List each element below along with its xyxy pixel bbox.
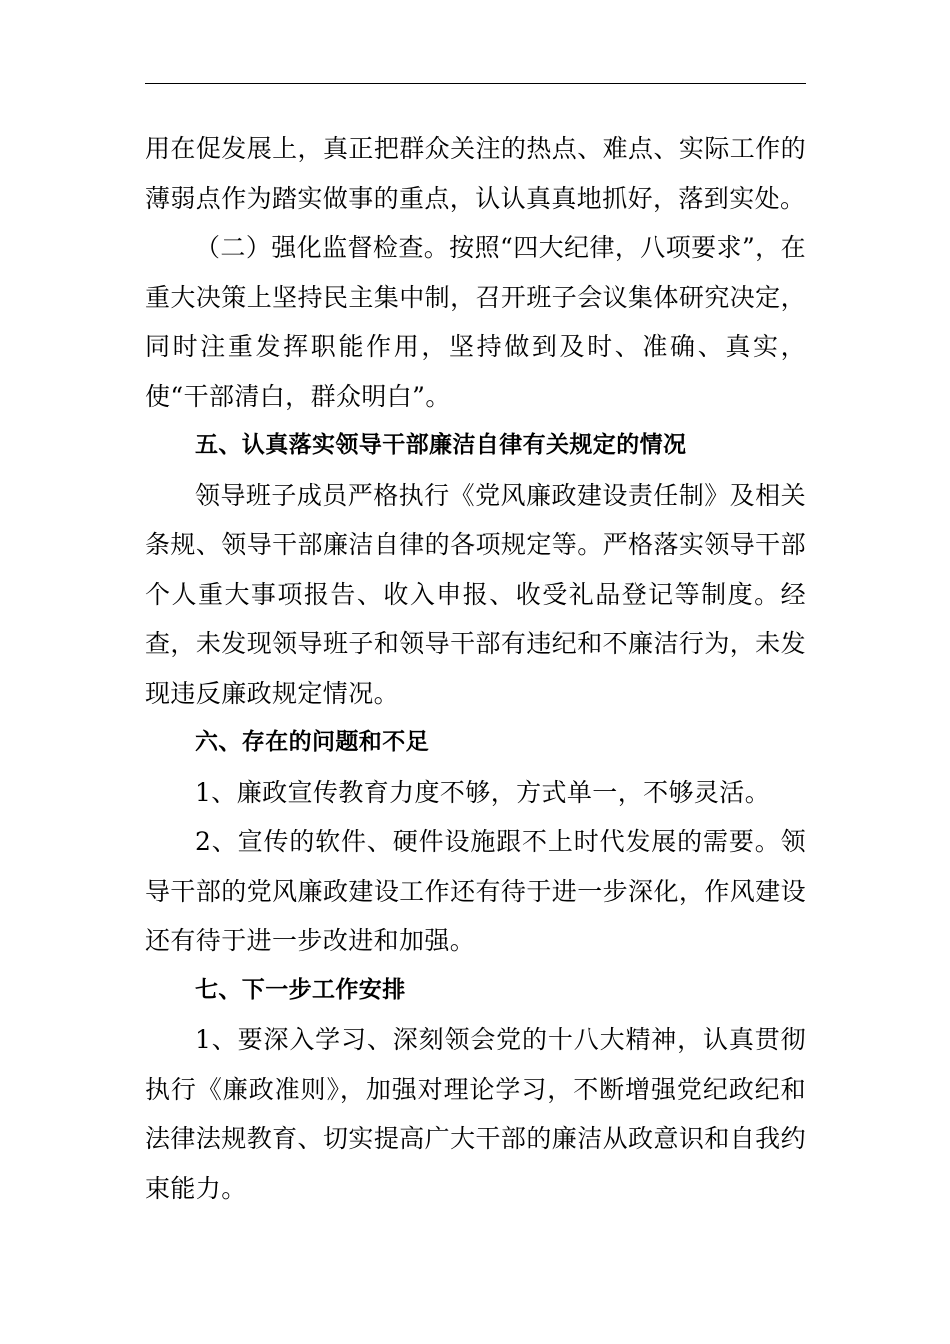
document-body <box>145 124 806 1213</box>
section-heading-seven: 七、下一步工作安排 <box>195 976 406 1003</box>
section-heading-six: 六、存在的问题和不足 <box>195 729 429 755</box>
paragraph-plan-1: 1、要深入学习、深刻领会党的十八大精神，认真贯彻执行《廉政准则》，加强对理论学习，不断增强党纪政纪和法律法规教育、切实提高广大干部的廉洁从政意识和自我约束能力。 <box>145 1025 806 1203</box>
paragraph-problem-2: 2、宣传的软件、硬件设施跟不上时代发展的需要。领导干部的党风廉政建设工作还有待于进一步深化，作风建设还有待于进一步改进和加强。 <box>145 827 806 955</box>
paragraph-problem-1: 1、廉政宣传教育力度不够，方式单一，不够灵活。 <box>195 777 771 807</box>
paragraph-supervision: （二）强化监督检查。按照“四大纪律，八项要求”，在重大决策上坚持民主集中制，召开班子会议集体研究决定，同时注重发挥职能作用，坚持做到及时、准确、真实，使“干部清白，群众明白”。 <box>145 233 806 411</box>
paragraph-continuation: 用在促发展上，真正把群众关注的热点、难点、实际工作的薄弱点作为踏实做事的重点，认认真真地抓好，落到实处。 <box>145 134 806 213</box>
paragraph-self-discipline: 领导班子成员严格执行《党风廉政建设责任制》及相关条规、领导干部廉洁自律的各项规定等。严格落实领导干部个人重大事项报告、收入申报、收受礼品登记等制度。经查，未发现领导班子和领导干部有违纪和不廉洁行为，未发现违反廉政规定情况。 <box>145 480 806 708</box>
header-rule <box>145 83 806 84</box>
section-heading-five: 五、认真落实领导干部廉洁自律有关规定的情况 <box>195 432 687 458</box>
